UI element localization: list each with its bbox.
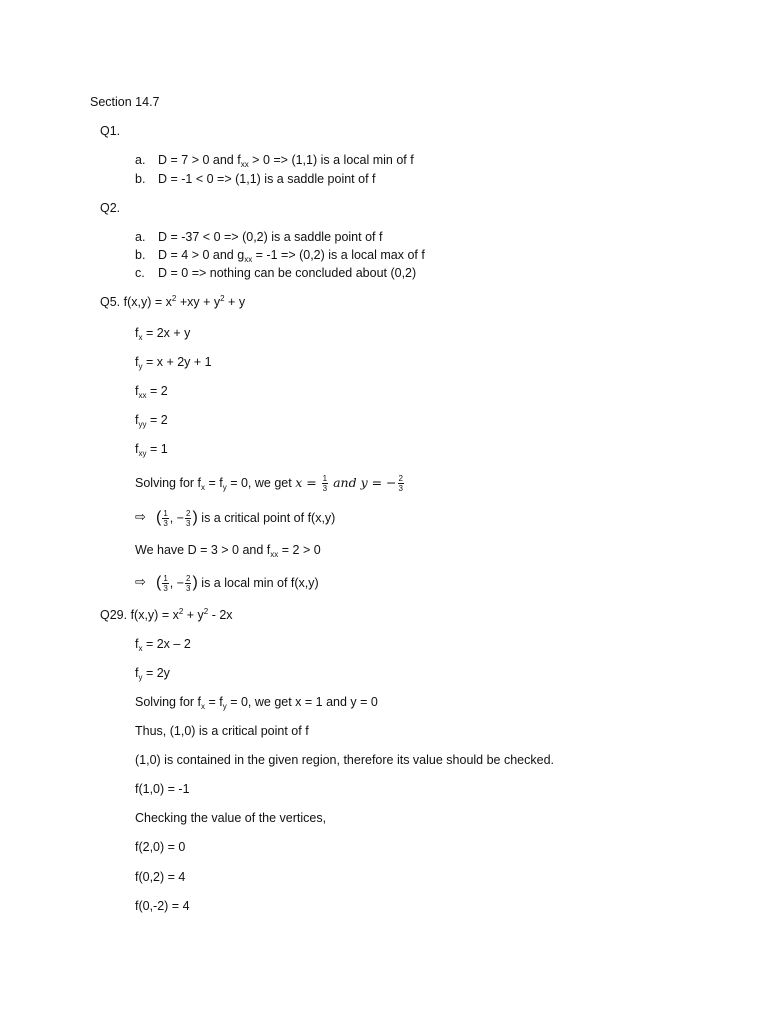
q1-item-a-marker: a. (135, 153, 146, 167)
q29-f-2-0: f(2,0) = 0 (135, 840, 186, 854)
q29-vertices-line: Checking the value of the vertices, (135, 811, 327, 825)
q2-label: Q2. (100, 201, 121, 215)
q5-fxx: $f_{xx} = 2$ (135, 384, 168, 400)
q2-item-b: D = 4 > 0 and $g_{xx} = -1 => (0,2)$ is a local max of f (158, 248, 425, 264)
q2-item-b-marker: b. (135, 248, 146, 262)
q1-item-b-marker: b. (135, 172, 146, 186)
fraction-two-thirds: $\frac{2}{3}$ (398, 474, 403, 493)
q29-fx: $f_x = 2x - 2$ (135, 637, 191, 653)
implies-arrow-icon: ⇨ (135, 509, 146, 524)
q1-label: Q1. (100, 124, 121, 138)
q5-fyy: $f_{yy} = 2$ (135, 413, 168, 429)
q2-item-c-marker: c. (135, 266, 145, 280)
q2-item-a-marker: a. (135, 230, 146, 244)
q29-f-1-0: f(1,0) = -1 (135, 782, 190, 796)
implies-arrow-icon: ⇨ (135, 574, 146, 589)
q5-we-have: We have D = 3 > 0 and $f_{xx} = 2 > 0$ (135, 543, 321, 559)
q2-item-a: D = -37 < 0 => (0,2) is a saddle point of f (158, 230, 383, 244)
q29-f-0-neg2: f(0,-2) = 4 (135, 899, 190, 913)
q5-local-min: ( $\frac{1}{3}$ , − $\frac{2}{3}$ ) is a local min of f(x,y) (156, 573, 319, 593)
fraction-one-third: $\frac{1}{3}$ (322, 474, 328, 493)
q29-f-0-2: f(0,2) = 4 (135, 870, 186, 884)
q29-solving-line: Solving for $f_x = f_y = 0$, we get x = 1 and y = 0 (135, 695, 378, 711)
q2-item-c: D = 0 => nothing can be concluded about (0,2) (158, 266, 417, 280)
q1-item-b: D = -1 < 0 => (1,1) is a saddle point of f (158, 172, 376, 186)
q5-label: Q5. $f(x,y) = x^2 +xy + y^2 + y$ (100, 294, 246, 309)
q29-critical-line: Thus, (1,0) is a critical point of f (135, 724, 309, 738)
q1-item-a: D = 7 > 0 and $f_{xx} > 0 => (1,1)$ is a local min of f (158, 153, 414, 169)
q5-fxy: $f_{xy} = 1$ (135, 442, 168, 458)
section-title: Section 14.7 (90, 95, 160, 109)
q5-fx: $f_x = 2x + y$ (135, 326, 191, 342)
q5-fy: $f_y = x + 2y + 1$ (135, 355, 212, 371)
q5-critical-point: ( $\frac{1}{3}$ , − $\frac{2}{3}$ ) is a critical point of f(x,y) (156, 508, 336, 528)
q29-fy: $f_y = 2y$ (135, 666, 170, 682)
q5-solving-line: Solving for $f_x = f_y = 0$, we get x = $\frac{1}{3}$ and y = − $\frac{2}{3}$ (135, 474, 403, 493)
q29-label: Q29. $f(x,y) = x^2 + y^2 - 2x$ (100, 607, 233, 622)
q29-region-line: (1,0) is contained in the given region, therefore its value should be checked. (135, 753, 555, 767)
